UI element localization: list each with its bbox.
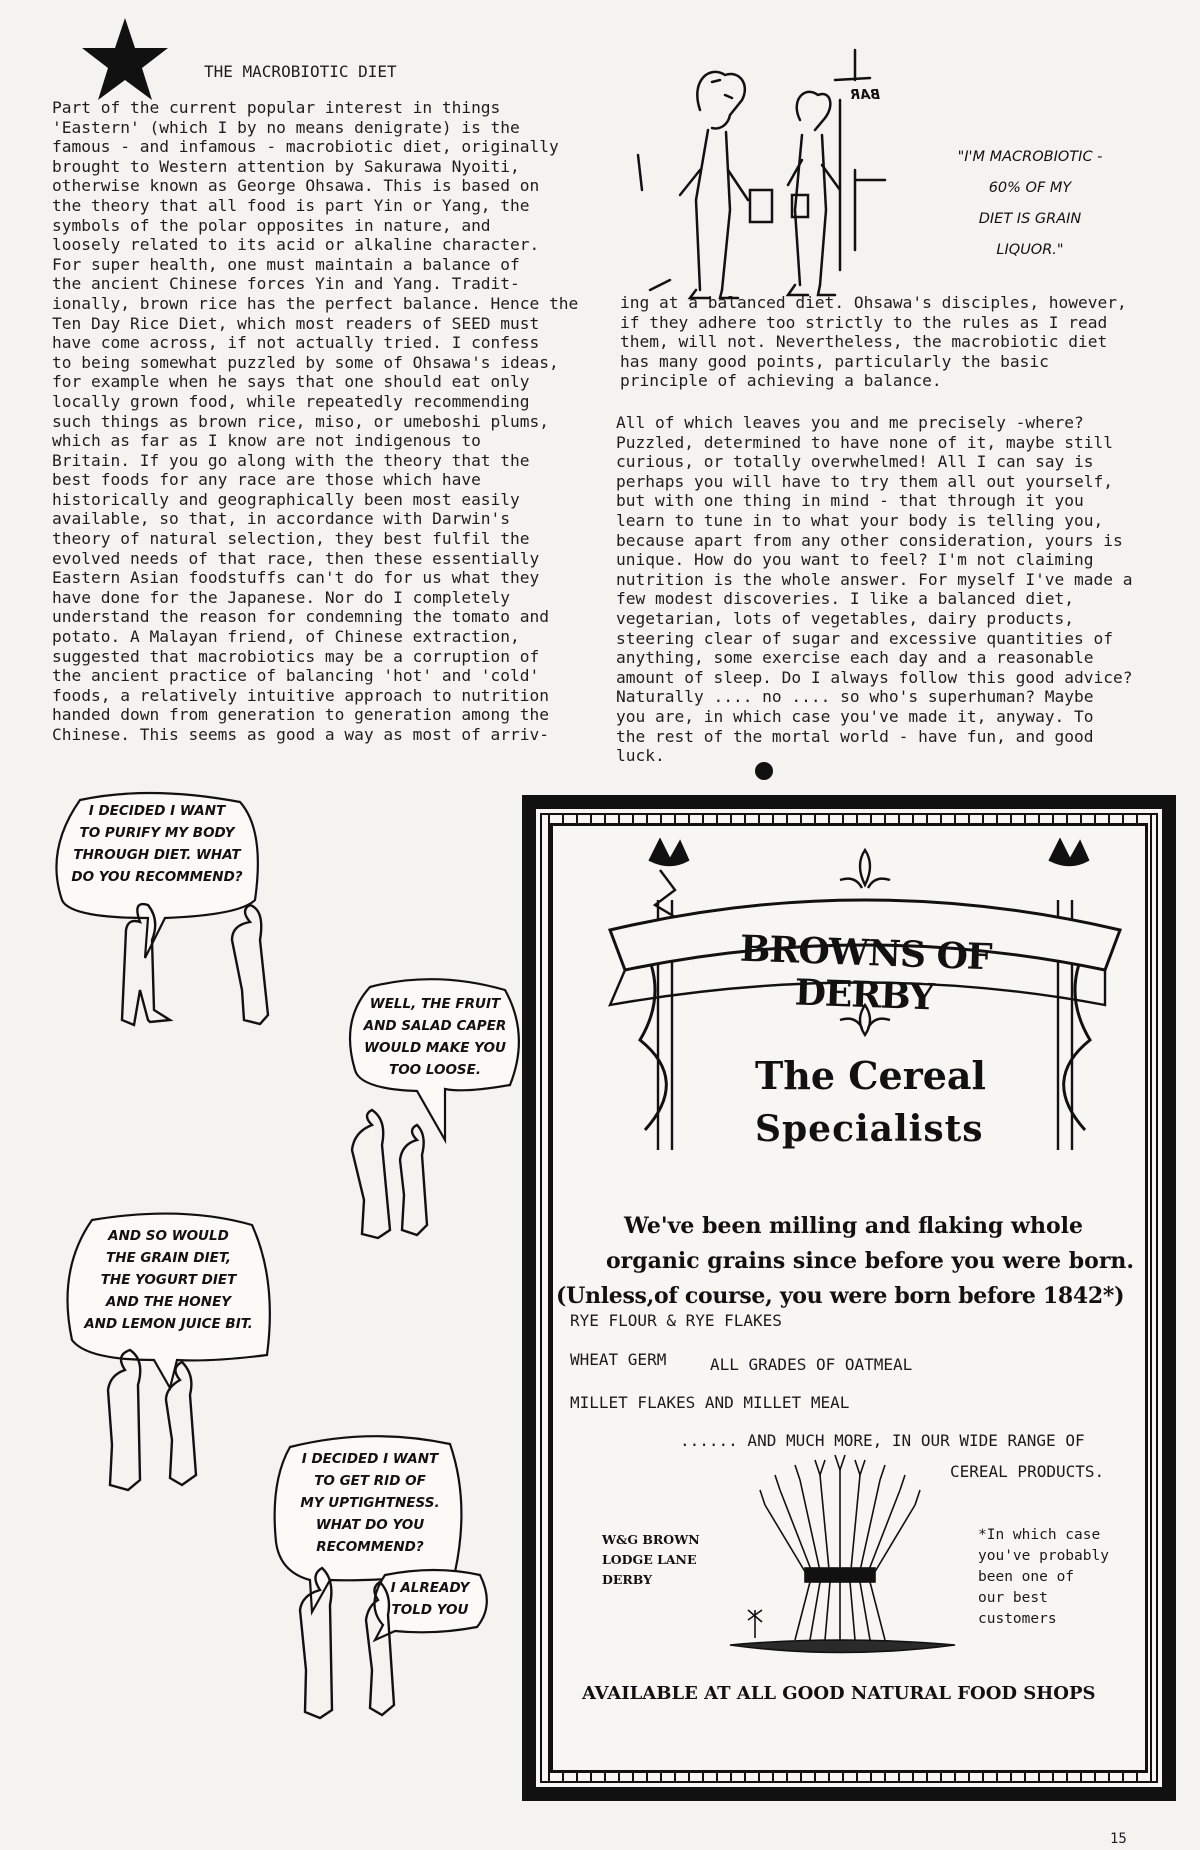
- speech-bubble-3: AND SO WOULD THE GRAIN DIET, THE YOGURT DIET AND THE HONEY AND LEMON JUICE BIT.: [84, 1228, 253, 1332]
- comic-figures: [100, 900, 400, 1730]
- page-number: 15: [1110, 1831, 1127, 1847]
- cartoon-caption: "I'M MACROBIOTIC - 60% OF MY DIET IS GRAIN LIQUOR.": [957, 149, 1103, 258]
- bar-sign: BAR: [850, 88, 880, 103]
- wheat-sheaf-illustration: [710, 1450, 970, 1660]
- ad-product-millet: MILLET FLAKES AND MILLET MEAL: [570, 1393, 850, 1412]
- article-column-2-part-1: ing at a balanced diet. Ohsawa's disciples, however, if they adhere too strictly to the rules as I read them, will not. Nevertheless, the macrobiotic diet has many good points, particularly the basic principle of achieving a balance.: [620, 293, 1127, 391]
- speech-bubble-4: I DECIDED I WANT TO GET RID OF MY UPTIGHTNESS. WHAT DO YOU RECOMMEND?: [300, 1451, 440, 1555]
- ad-tagline-line-1: The Cereal: [755, 1053, 986, 1098]
- speech-bubble-1: I DECIDED I WANT TO PURIFY MY BODY THROUGH DIET. WHAT DO YOU RECOMMEND?: [71, 803, 243, 885]
- article-column-1: Part of the current popular interest in things 'Eastern' (which I by no means denigrate) is the famous - and infamous - macrobiotic diet, originally brought to Western attention by Sakurawa Nyoiti, otherwise known as George Ohsawa. This is based on the theory that all food is part Yin or Yang, the symbols of the polar opposites in nature, and loosely related to its acid or alkaline character. For super health, one must maintain a balance of the ancient Chinese forces Yin and Yang. Tradit- ionally, brown rice has the perfect balance. Hence the Ten Day Rice Diet, which most readers of SEED must have come across, if not actually tried. I confess to being somewhat puzzled by some of Ohsawa's ideas, for example when he says that one should eat only locally grown food, while repeatedly recommending such things as brown rice, miso, or umeboshi plums, which as far as I know are not indigenous to Britain. If you go along with the theory that the best foods for any race are those which have historically and geographically been most easily available, so that, in accordance with Darwin's theory of natural selection, they best fulfil the evolved needs of that race, then these essentially Eastern Asian foodstuffs can't do for us what they have done for the Japanese. Nor do I completely understand the reason for condemning the tomato and potato. A Malayan friend, of Chinese extraction, suggested that macrobiotics may be a corruption of the ancient practice of balancing 'hot' and 'cold' foods, a relatively intuitive approach to nutrition handed down from generation to generation among the Chinese. This seems as good a way as most of arriv-: [52, 98, 579, 744]
- bar-cartoon-illustration: [630, 40, 910, 300]
- ad-milling-line-2: organic grains since before you were born.: [606, 1248, 1135, 1274]
- ad-more-line-1: ...... AND MUCH MORE, IN OUR WIDE RANGE OF: [680, 1431, 1085, 1450]
- star-icon: [82, 18, 168, 100]
- article-title: THE MACROBIOTIC DIET: [204, 62, 397, 81]
- article-column-2-part-2: All of which leaves you and me precisely -where? Puzzled, determined to have none of it, maybe still curious, or totally overwhelmed! All I can say is perhaps you will have to try them all out yourself, but with one thing in mind - that through it you learn to tune in to what your body is telling you, because apart from any other consideration, yours is unique. How do you want to feel? I'm not claiming nutrition is the whole answer. For myself I've made a few modest discoveries. I like a balanced diet, vegetarian, lots of vegetables, dairy products, steering clear of sugar and excessive quantities of anything, some exercise each day and a reasonable amount of sleep. Do I always follow this good advice? Naturally .... no .... so who's superhuman? Maybe you are, in which case you've made it, anyway. To the rest of the mortal world - have fun, and good luck.: [616, 413, 1133, 766]
- ad-product-oatmeal: ALL GRADES OF OATMEAL: [710, 1355, 913, 1374]
- ad-product-wheat-germ: WHEAT GERM: [570, 1350, 667, 1369]
- speech-bubble-5: I ALREADY TOLD YOU: [390, 1580, 470, 1618]
- ad-footnote: *In which case you've probably been one of our best customers: [978, 1527, 1109, 1627]
- ad-brand-name: BROWNS OF DERBY: [739, 927, 993, 1019]
- ad-tagline-line-2: Specialists: [755, 1108, 984, 1150]
- ad-milling-line-1: We've been milling and flaking whole: [624, 1213, 1084, 1239]
- ad-more-line-2: CEREAL PRODUCTS.: [950, 1462, 1105, 1481]
- ad-milling-line-3: (Unless,of course, you were born before 1842*): [556, 1283, 1125, 1309]
- ad-address: W&G BROWN LODGE LANE DERBY: [602, 1532, 700, 1587]
- ad-product-rye: RYE FLOUR & RYE FLAKES: [570, 1311, 782, 1330]
- end-bullet: [755, 762, 773, 780]
- speech-bubble-2: WELL, THE FRUIT AND SALAD CAPER WOULD MAKE YOU TOO LOOSE.: [363, 996, 507, 1078]
- ad-availability: AVAILABLE AT ALL GOOD NATURAL FOOD SHOPS: [582, 1683, 1096, 1704]
